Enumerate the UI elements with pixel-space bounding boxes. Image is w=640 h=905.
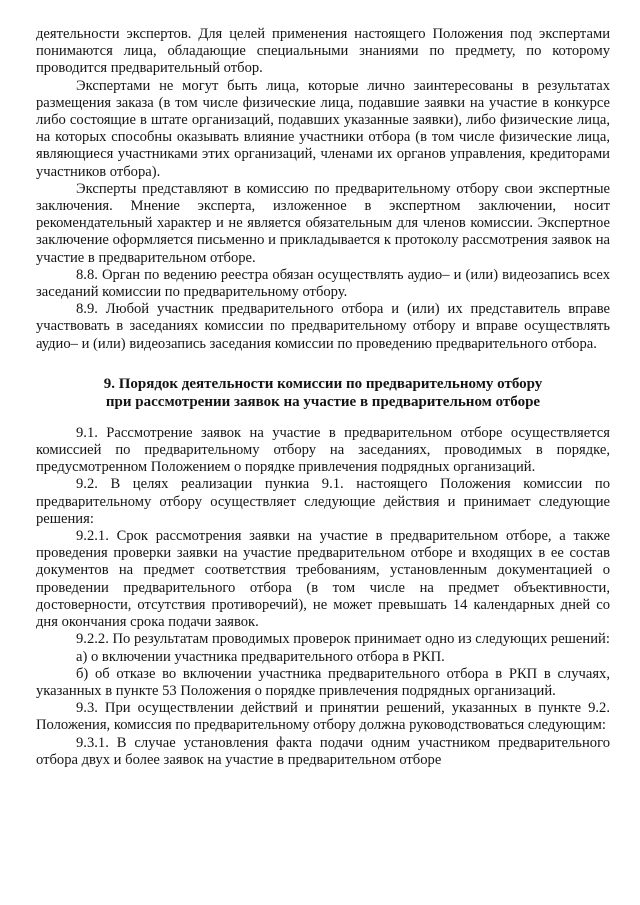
paragraph-9-3-1: 9.3.1. В случае установления факта подачи одним участником предварительного отбора двух и более заявок на участие в предварительном отборе [36,734,610,768]
paragraph-8-8: 8.8. Орган по ведению реестра обязан осуществлять аудио– и (или) видеозапись всех заседаний комиссии по предварительному отбору. [36,266,610,301]
paragraph-8-9: 8.9. Любой участник предварительного отбора и (или) их представитель вправе участвовать в заседаниях комиссии по предварительному отбору и вправе осуществлять аудио– и (или) видеозапись заседания комиссии по проведению предварительного отбора. [36,301,610,352]
paragraph-experts-restrictions: Экспертами не могут быть лица, которые лично заинтересованы в результатах размещения заказа (в том числе физические лица, подавшие заявки на участие в конкурсе либо состоящие в штате организаций, подавших указанные заявки), либо физические лица, на которых способны оказывать влияние участники отбора (в том числе физические лица, являющиеся участниками этих организаций, членами их органов управления, кредиторами участников отбора). [36,77,610,180]
paragraph-9-2: 9.2. В целях реализации пункиа 9.1. настоящего Положения комиссии по предварительному отбору осуществляет следующие действия и принимает следующие решения: [36,476,610,527]
paragraph-9-2-1: 9.2.1. Срок рассмотрения заявки на участие в предварительном отборе, а также проведения проверки заявки на участие предварительном отборе и входящих в ее состав документов на предмет соответствия требованиям, установленным документацией о проведении предварительного отбора (в том числе на предмет объективности, достоверности, отсутствия противоречий), не может превышать 14 календарных дней со дня окончания срока подачи заявок. [36,528,610,631]
paragraph-experts-definition: деятельности экспертов. Для целей применения настоящего Положения под экспертами понимаются лица, обладающие специальными знаниями по предмету, по которому проводится предварительный отбор. [36,26,610,77]
section-heading-line1: 9. Порядок деятельности комиссии по предварительному отбору [103,375,543,392]
paragraph-expert-conclusions: Эксперты представляют в комиссию по предварительному отбору свои экспертные заключения. Мнение эксперта, изложенное в экспертном заключении, носит рекомендательный характер и не является обязательным для членов комиссии. Экспертное заключение оформляется письменно и прикладывается к протоколу рассмотрения заявок на участие в предварительном отборе. [36,180,610,266]
section-9-heading [36,375,610,411]
paragraph-option-b: б) об отказе во включении участника предварительного отбора в РКП в случаях, указанных в пункте 53 Положения о порядке привлечения подрядных организаций. [36,665,610,699]
paragraph-9-1: 9.1. Рассмотрение заявок на участие в предварительном отборе осуществляется комиссией по предварительному отбору на заседаниях, проводимых в порядке, предусмотренном Положением о порядке привлечения подрядных организаций. [36,424,610,476]
paragraph-9-2-2: 9.2.2. По результатам проводимых проверок принимает одно из следующих решений: [76,631,610,648]
paragraph-option-a: а) о включении участника предварительного отбора в РКП. [76,648,445,665]
paragraph-9-3: 9.3. При осуществлении действий и принятии решений, указанных в пункте 9.2. Положения, комиссия по предварительному отбору должна руководствоваться следующим: [36,700,610,734]
section-heading-line2: при рассмотрении заявок на участие в предварительном отборе [105,393,541,410]
